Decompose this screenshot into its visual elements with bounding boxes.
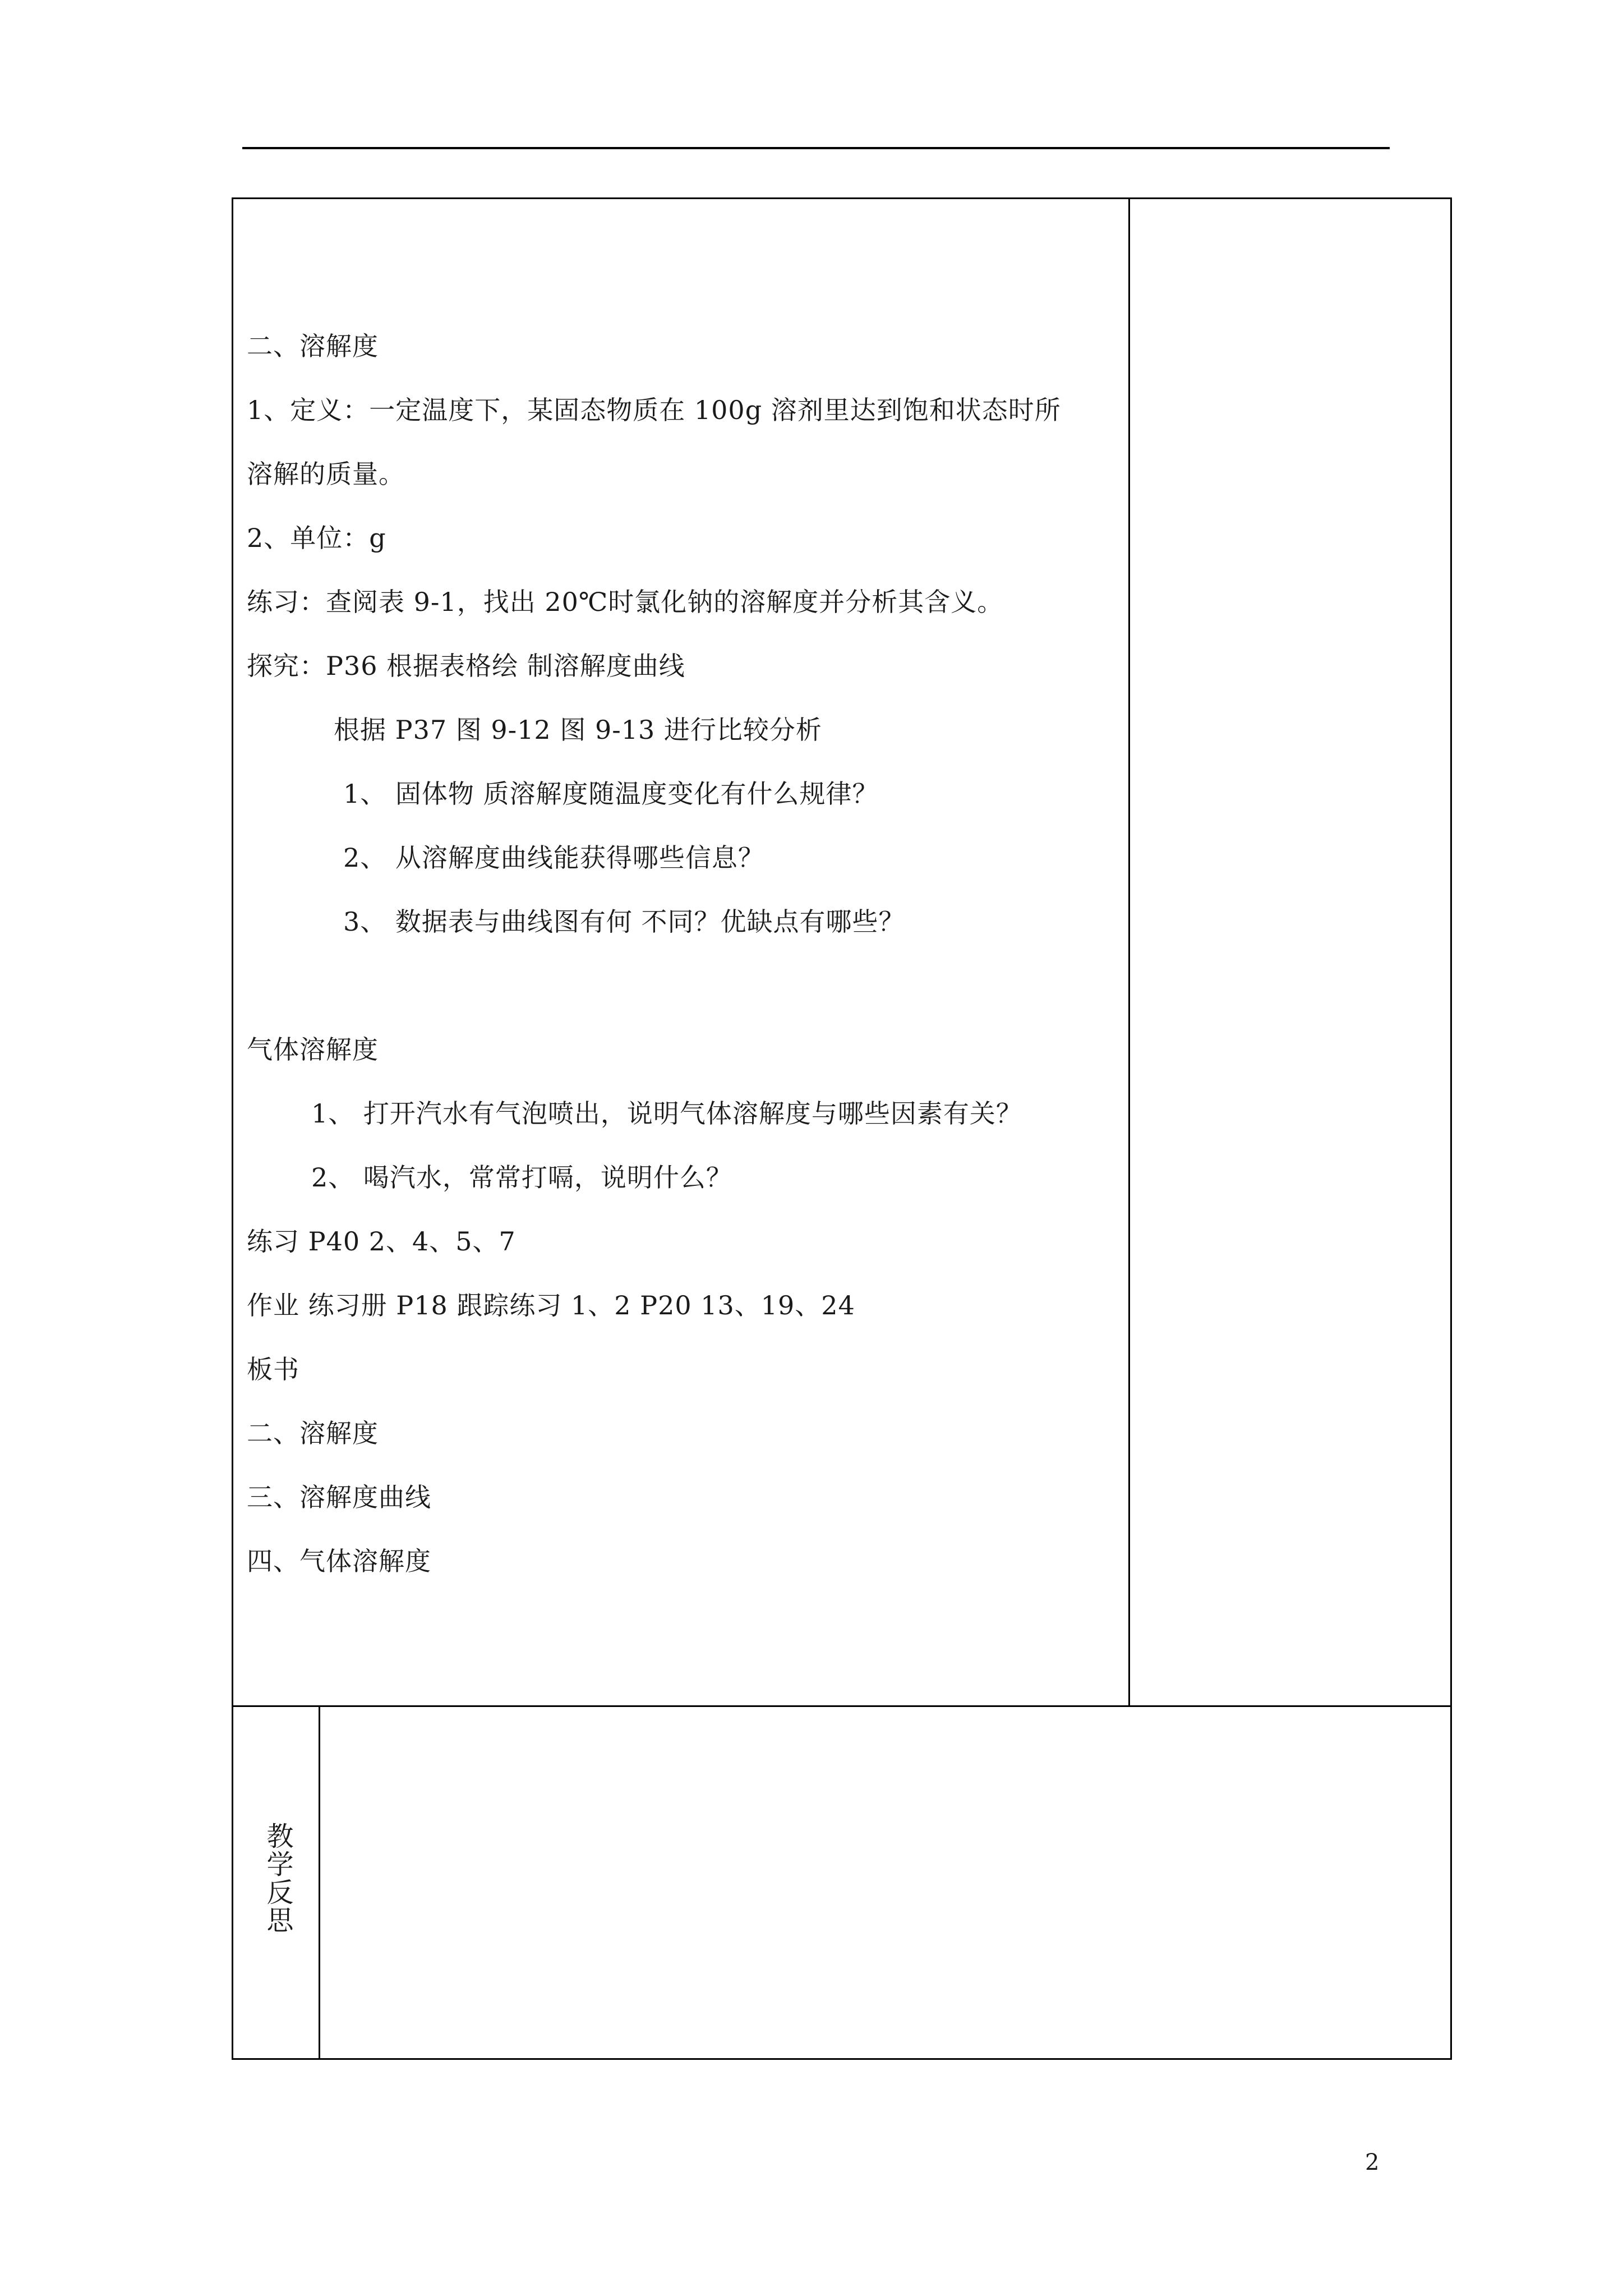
blackboard-heading: 板书 — [247, 1354, 299, 1384]
definition-line-2: 溶解的质量。 — [247, 459, 405, 489]
blackboard-item-2: 三、溶解度曲线 — [247, 1482, 431, 1512]
reflection-label: 教学反思 — [262, 1822, 293, 1934]
blackboard-item-3: 四、气体溶解度 — [247, 1546, 431, 1576]
reflection-row-divider — [232, 1705, 1452, 1707]
gas-question-1: 1、 打开汽水有气泡喷出，说明气体溶解度与哪些因素有关？ — [311, 1098, 1022, 1129]
unit-line: 2、单位：g — [247, 523, 386, 553]
question-3: 3、 数据表与曲线图有何 不同？优缺点有哪些？ — [343, 907, 905, 937]
header-rule — [242, 147, 1390, 149]
gas-question-2: 2、 喝汽水，常常打嗝，说明什么？ — [311, 1162, 732, 1193]
blackboard-item-1: 二、溶解度 — [247, 1418, 379, 1448]
practice-line: 练习：查阅表 9-1，找出 20℃时氯化钠的溶解度并分析其含义。 — [247, 587, 1004, 617]
reflection-label-divider — [319, 1705, 320, 2060]
homework-line: 作业 练习册 P18 跟踪练习 1、2 P20 13、19、24 — [247, 1290, 855, 1320]
margin-column-divider — [1128, 197, 1130, 1706]
question-2: 2、 从溶解度曲线能获得哪些信息？ — [343, 843, 764, 873]
explore-line: 探究：P36 根据表格绘 制溶解度曲线 — [247, 651, 685, 681]
definition-line-1: 1、定义：一定温度下，某固态物质在 100g 溶剂里达到饱和状态时所 — [247, 395, 1061, 425]
exercise-line: 练习 P40 2、4、5、7 — [247, 1226, 516, 1257]
compare-line: 根据 P37 图 9-12 图 9-13 进行比较分析 — [334, 715, 822, 745]
section-heading-solubility: 二、溶解度 — [247, 331, 379, 361]
question-1: 1、 固体物 质溶解度随温度变化有什么规律？ — [343, 779, 879, 809]
page-number: 2 — [1365, 2150, 1380, 2175]
gas-solubility-heading: 气体溶解度 — [247, 1034, 379, 1065]
